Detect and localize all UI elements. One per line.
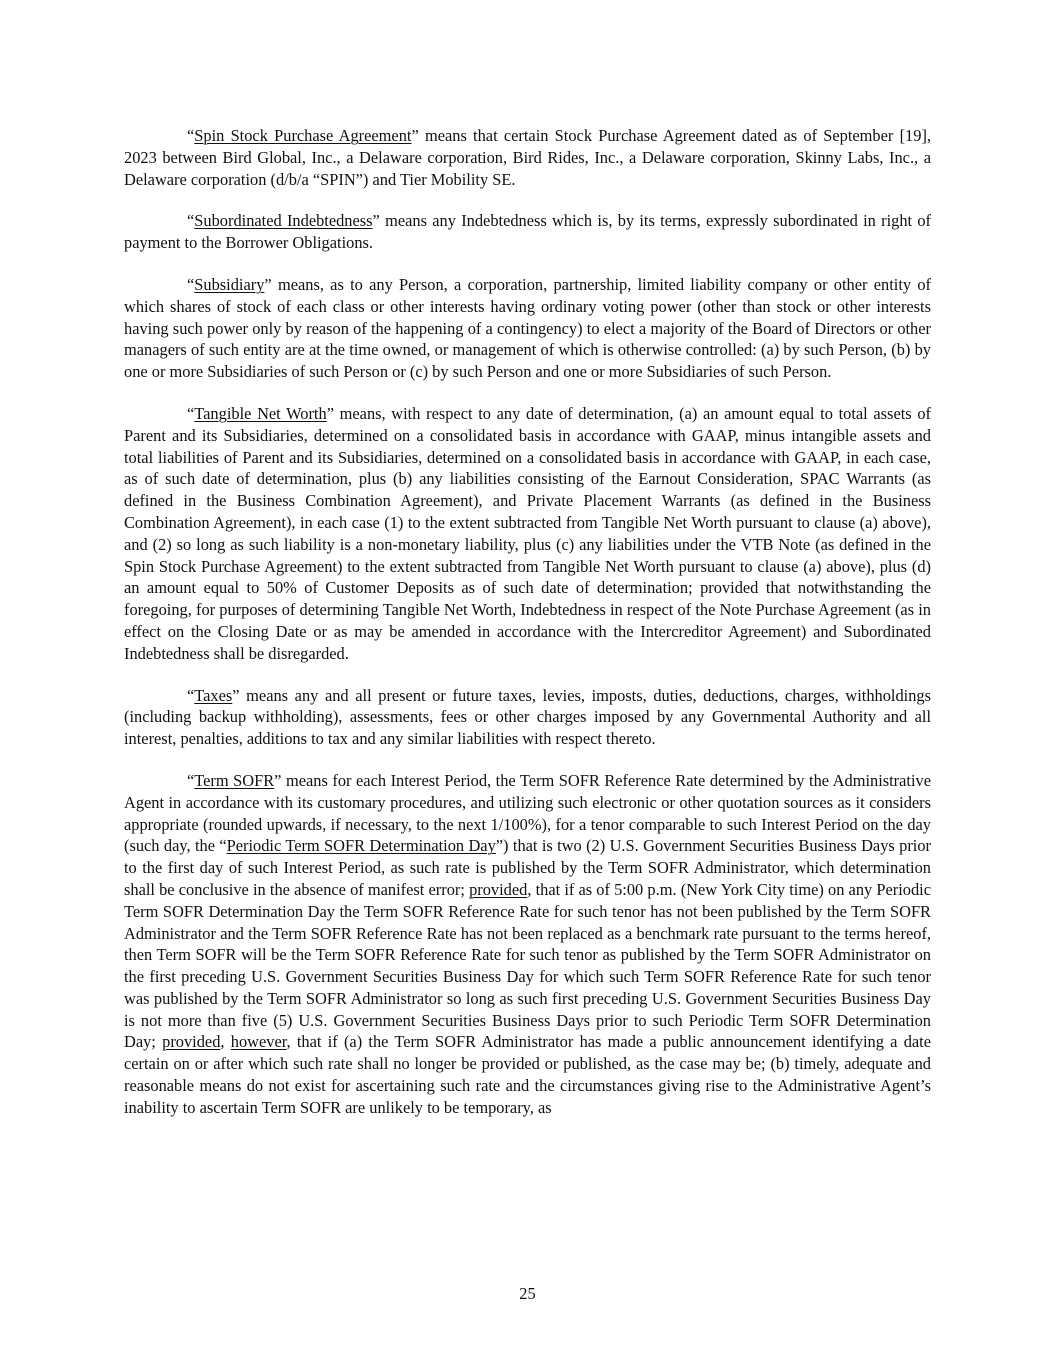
defined-term: Term SOFR (194, 770, 275, 790)
defined-term-periodic: Periodic Term SOFR Determination Day (226, 836, 496, 856)
open-quote: “ (187, 403, 195, 423)
emphasis-provided: provided (469, 879, 528, 899)
definition-spin-stock-purchase-agreement (124, 125, 931, 190)
definition-text: ” means, with respect to any date of determination, (a) an amount equal to total assets of Parent and its Subsidiaries, determined on a consolidated basis in accordance with GAAP, minus intangible assets and total liabilities of Parent and its Subsidiaries, determined on a consolidated basis in accordance with GAAP, in each case, as of such date of determination, plus (b) any liabilities consisting of the Earnout Consideration, SPAC Warrants (as defined in the Business Combination Agreement), and Private Placement Warrants (as defined in the Business Combination Agreement), in each case (1) to the extent subtracted from Tangible Net Worth pursuant to clause (a) above), and (2) so long as such liability is a non-monetary liability, plus (c) any liabilities under the VTB Note (as defined in the Spin Stock Purchase Agreement) to the extent subtracted from Tangible Net Worth pursuant to clause (a) above), plus (d) an amount equal to 50% of Customer Deposits as of such date of determination; provided that notwithstanding the foregoing, for purposes of determining Tangible Net Worth, Indebtedness in respect of the Note Purchase Agreement (as in effect on the Closing Date or as may be amended in accordance with the Intercreditor Agreement) and Subordinated Indebtedness shall be disregarded. (124, 403, 931, 663)
definition-text: , (220, 1032, 231, 1052)
open-quote: “ (187, 274, 195, 294)
definition-text: ” means any Indebtedness which is, by its terms, expressly subordinated in right of payment to the Borrower Obligations. (124, 211, 932, 253)
definition-text: ” means, as to any Person, a corporation, partnership, limited liability company or other entity of which shares of stock of each class or other interests having ordinary voting power (other than stock or other interests having such power only by reason of the happening of a contingency) to elect a majority of the Board of Directors or other managers of such entity are at the time owned, or management of which is otherwise controlled: (a) by such Person, (b) by one or more Subsidiaries of such Person or (c) by such Person and one or more Subsidiaries of such Person. (124, 274, 931, 382)
definition-text: , that if (a) the Term SOFR Administrator has made a public announcement identifying a date certain on or after which such rate shall no longer be provided or published, as the case may be; (b) timely, adequate and reasonable means do not exist for ascertaining such rate and the circumstances giving rise to the Administrative Agent’s inability to ascertain Term SOFR are unlikely to be temporary, as (124, 1032, 931, 1117)
emphasis-however: however (230, 1032, 287, 1052)
defined-term: Taxes (194, 685, 233, 705)
open-quote: “ (187, 770, 195, 790)
defined-term: Tangible Net Worth (194, 403, 327, 423)
page-number: 25 (519, 1284, 536, 1303)
definition-text: ” means any and all present or future taxes, levies, imposts, duties, deductions, charges, withholdings (including backup withholding), assessments, fees or other charges imposed by any Governmental Authority and all interest, penalties, additions to tax and any similar liabilities with respect thereto. (124, 685, 931, 749)
definition-term-sofr (124, 770, 931, 1119)
definition-tangible-net-worth (124, 403, 931, 665)
defined-term: Subordinated Indebtedness (194, 211, 373, 231)
open-quote: “ (187, 126, 195, 145)
definition-text: ”) that is two (2) U.S. Government Securities Business Days prior to the first day of such Interest Period, as such rate is published by the Term SOFR Administrator, which determination shall be conclusive in the absence of manifest error; (124, 836, 932, 899)
definition-text: ” means for each Interest Period, the Term SOFR Reference Rate determined by the Administrative Agent in accordance with its customary procedures, and utilizing such electronic or other quotation sources as it considers appropriate (rounded upwards, if necessary, to the next 1/100%), for a tenor comparable to such Interest Period on the day (such day, the “ (124, 770, 931, 856)
open-quote: “ (187, 211, 195, 231)
definition-subsidiary (124, 274, 931, 383)
open-quote: “ (187, 685, 195, 705)
definition-taxes (124, 685, 931, 750)
document-body (124, 125, 931, 1139)
definition-text: ” means that certain Stock Purchase Agreement dated as of September [19], 2023 between Bird Global, Inc., a Delaware corporation, Bird Rides, Inc., a Delaware corporation, Skinny Labs, Inc., a Delaware corporation (d/b/a “SPIN”) and Tier Mobility SE. (124, 126, 931, 189)
defined-term: Spin Stock Purchase Agreement (194, 126, 412, 145)
definition-text: , that if as of 5:00 p.m. (New York City time) on any Periodic Term SOFR Determination Day the Term SOFR Reference Rate for such tenor has not been published by the Term SOFR Administrator and the Term SOFR Reference Rate has not been replaced as a benchmark rate pursuant to the terms hereof, then Term SOFR will be the Term SOFR Reference Rate for such tenor as published by the Term SOFR Administrator on the first preceding U.S. Government Securities Business Day for which such Term SOFR Reference Rate for such tenor was published by the Term SOFR Administrator so long as such first preceding U.S. Government Securities Business Day is not more than five (5) U.S. Government Securities Business Days prior to such Periodic Term SOFR Determination Day; (124, 879, 931, 1052)
defined-term: Subsidiary (194, 274, 265, 294)
definition-subordinated-indebtedness (124, 210, 931, 254)
emphasis-provided: provided (162, 1032, 221, 1052)
